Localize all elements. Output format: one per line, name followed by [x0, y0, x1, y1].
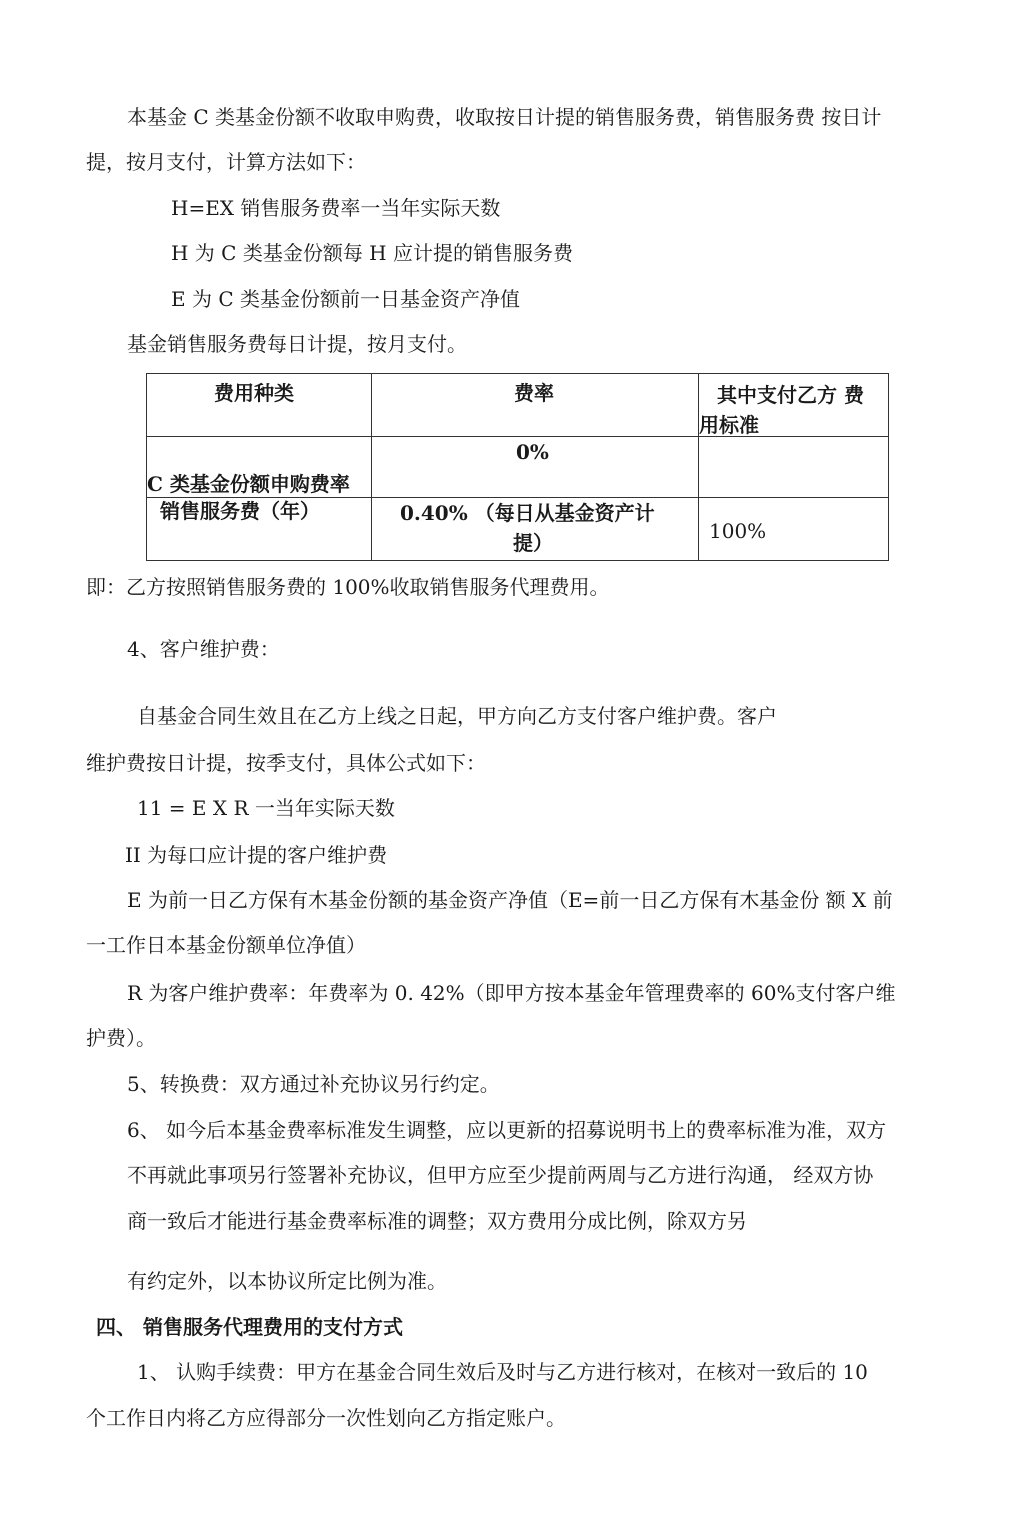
row2-rate-line2: 提）: [513, 531, 553, 555]
table-row: [147, 437, 889, 498]
paragraph-line: 有约定外，以本协议所定比例为准。: [127, 1269, 447, 1293]
paragraph-line: 维护费按日计提，按季支付，具体公式如下：: [86, 751, 486, 775]
paragraph-line: 5、转换费：双方通过补充协议另行约定。: [127, 1072, 500, 1096]
formula-line: 11 = E X R 一当年实际天数: [137, 796, 395, 820]
table-header-row: [147, 374, 889, 437]
header-fee-type: 费用种类: [214, 381, 294, 405]
table-header-cell: [372, 374, 699, 437]
table-header-cell: [147, 374, 372, 437]
header-share-line2: 用标准: [699, 413, 759, 437]
paragraph-line: 不再就此事项另行签署补充协议，但甲方应至少提前两周与乙方进行沟通， 经双方协: [127, 1163, 874, 1187]
formula-line: II 为每口应计提的客户维护费: [125, 843, 388, 867]
formula-line: H 为 C 类基金份额每 H 应计提的销售服务费: [171, 241, 573, 265]
paragraph-line: R 为客户维护费率：年费率为 0. 42%（即甲方按本基金年管理费率的 60%支付客户维: [127, 981, 896, 1005]
table-cell: [372, 437, 699, 498]
row1-fee-type: C 类基金份额申购费率: [147, 472, 350, 496]
paragraph-line: 基金销售服务费每日计提，按月支付。: [127, 332, 467, 356]
row2-rate-line1: 0.40% （每日从基金资产计: [400, 501, 655, 525]
row1-rate: 0%: [516, 440, 549, 464]
paragraph-line: 护费）。: [86, 1026, 156, 1050]
section-heading: 4、客户维护费：: [127, 637, 280, 661]
table-header-cell: [699, 374, 889, 437]
table-cell: [372, 498, 699, 561]
formula-line: E 为 C 类基金份额前一日基金资产净值: [171, 287, 520, 311]
table-row: [147, 498, 889, 561]
paragraph-line: 1、 认购手续费：甲方在基金合同生效后及时与乙方进行核对，在核对一致后的 10: [137, 1360, 868, 1384]
header-share-line1: 其中支付乙方 费: [717, 383, 864, 407]
table-cell: [147, 498, 372, 561]
paragraph-line: 一工作日本基金份额单位净值）: [86, 933, 366, 957]
paragraph-line: 提，按月支付，计算方法如下：: [86, 150, 366, 174]
table-cell: [699, 498, 889, 561]
table-cell: [147, 437, 372, 498]
part-heading: 四、 销售服务代理费用的支付方式: [96, 1315, 403, 1339]
row2-fee-type: 销售服务费（年）: [160, 499, 320, 523]
header-rate: 费率: [514, 381, 554, 405]
row2-share: 100%: [709, 519, 767, 543]
paragraph-line: 6、 如今后本基金费率标准发生调整，应以更新的招募说明书上的费率标准为准，双方: [127, 1118, 887, 1142]
formula-line: H=EX 销售服务费率一当年实际天数: [171, 196, 501, 220]
paragraph-line: E 为前一日乙方保有木基金份额的基金资产净值（E=前一日乙方保有木基金份 额 X 前: [127, 888, 893, 912]
paragraph-line: 即：乙方按照销售服务费的 100%收取销售服务代理费用。: [86, 575, 610, 599]
paragraph-line: 自基金合同生效且在乙方上线之日起，甲方向乙方支付客户维护费。客户: [137, 704, 777, 728]
paragraph-line: 个工作日内将乙方应得部分一次性划向乙方指定账户。: [86, 1406, 566, 1430]
paragraph-line: 本基金 C 类基金份额不收取申购费，收取按日计提的销售服务费，销售服务费 按日计: [127, 105, 882, 129]
fee-table: [146, 373, 889, 561]
paragraph-line: 商一致后才能进行基金费率标准的调整；双方费用分成比例，除双方另: [127, 1209, 747, 1233]
table-cell: [699, 437, 889, 498]
